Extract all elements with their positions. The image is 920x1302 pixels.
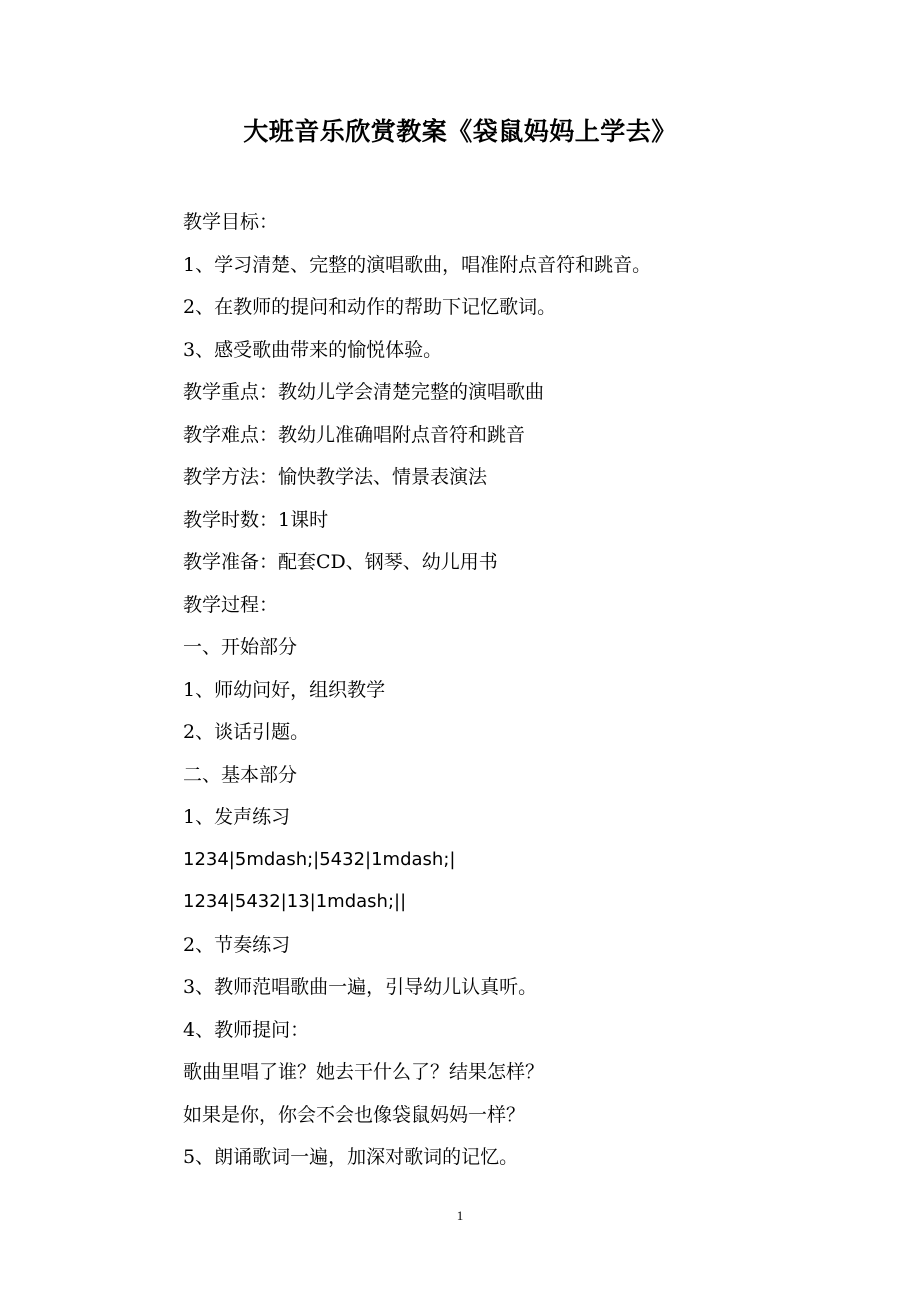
- teaching-hours: 教学时数：1课时: [183, 508, 329, 531]
- opening-step-1: 1、师幼问好，组织教学: [183, 678, 386, 701]
- document-title: 大班音乐欣赏教案《袋鼠妈妈上学去》: [243, 117, 677, 146]
- teaching-preparation: 教学准备：配套CD、钢琴、幼儿用书: [183, 551, 498, 573]
- teaching-focus: 教学重点：教幼儿学会清楚完整的演唱歌曲: [183, 381, 545, 403]
- notation-line-2: 1234|5432|13|1mdash;||: [183, 891, 407, 912]
- question-line-1: 歌曲里唱了谁？她去干什么了？结果怎样？: [183, 1061, 545, 1083]
- basic-step-1: 1、发声练习: [183, 806, 291, 828]
- basic-step-3: 3、教师范唱歌曲一遍，引导幼儿认真听。: [183, 976, 538, 998]
- page-number: 1: [456, 1208, 464, 1223]
- notation-line-1: 1234|5mdash;|5432|1mdash;|: [183, 848, 456, 870]
- section-heading-objectives: 教学目标：: [183, 211, 279, 233]
- section-heading-process: 教学过程：: [183, 593, 279, 616]
- part-heading-basic: 二、基本部分: [183, 763, 298, 786]
- objective-item-3: 3、感受歌曲带来的愉悦体验。: [183, 338, 443, 361]
- basic-step-5: 5、朗诵歌词一遍，加深对歌词的记忆。: [183, 1146, 519, 1168]
- objective-item-2: 2、在教师的提问和动作的帮助下记忆歌词。: [183, 296, 557, 318]
- teaching-difficulty: 教学难点：教幼儿准确唱附点音符和跳音: [183, 423, 526, 446]
- basic-step-2: 2、节奏练习: [183, 933, 291, 956]
- objective-item-1: 1、学习清楚、完整的演唱歌曲，唱准附点音符和跳音。: [183, 253, 652, 276]
- part-heading-opening: 一、开始部分: [183, 636, 298, 658]
- document-body: [183, 201, 803, 1179]
- question-line-2: 如果是你，你会不会也像袋鼠妈妈一样？: [183, 1103, 526, 1126]
- opening-step-2: 2、谈话引题。: [183, 721, 310, 743]
- teaching-method: 教学方法：愉快教学法、情景表演法: [183, 466, 488, 488]
- basic-step-4: 4、教师提问：: [183, 1018, 310, 1041]
